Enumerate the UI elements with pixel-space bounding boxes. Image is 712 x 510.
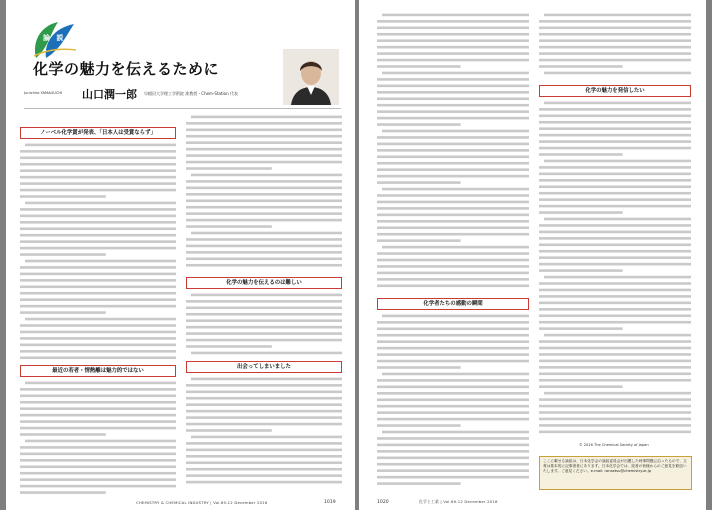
section-heading: 出会ってしまいました xyxy=(186,361,342,373)
author-name: 山口潤一郎 xyxy=(82,88,137,101)
section-heading: 化学者たちの感動の瞬間 xyxy=(377,298,529,310)
author-affiliation: 早稲田大学理工学術院 准教授・Chem-Station 代表 xyxy=(144,91,238,96)
body-text xyxy=(20,380,176,500)
right-page-column-1 xyxy=(377,12,529,493)
ronsetsu-logo xyxy=(30,20,80,60)
section-heading: 最近の若者・情熱離は魅力的ではない xyxy=(20,365,176,377)
author-romaji: Junichiro YAMAGUCHI xyxy=(24,91,63,95)
section-label: 論 説 xyxy=(43,34,66,42)
copyright-notice: © 2016 The Chemical Society of Japan xyxy=(579,443,649,447)
body-text xyxy=(377,12,529,295)
right-page-column-2 xyxy=(539,12,691,440)
author-photo xyxy=(283,49,339,105)
section-heading: ノーベル化学賞が発表、「日本人は受賞ならず」 xyxy=(20,127,176,139)
body-text xyxy=(539,12,691,82)
page-number: 1019 xyxy=(324,500,336,505)
header-divider xyxy=(24,108,341,109)
author-bar xyxy=(24,86,277,100)
left-page-column-2 xyxy=(186,114,342,486)
body-text xyxy=(186,376,342,486)
body-text xyxy=(186,114,342,274)
right-page xyxy=(359,0,706,510)
page-footer: 化学と工業 | Vol.69-12 December 2016 xyxy=(419,499,498,504)
body-text xyxy=(186,292,342,358)
body-text xyxy=(377,313,529,493)
page-number: 1020 xyxy=(377,500,389,505)
body-text xyxy=(539,100,691,440)
page-footer: CHEMISTRY & CHEMICAL INDUSTRY | Vol.69-12 December 2016 xyxy=(136,500,268,505)
article-title: 化学の魅力を伝えるために xyxy=(33,60,220,78)
section-heading: 化学の魅力を伝えるのは難しい xyxy=(186,277,342,289)
section-heading: 化学の魅力を発信したい xyxy=(539,85,691,97)
left-page-column-1 xyxy=(20,124,176,500)
left-page xyxy=(6,0,355,510)
body-text xyxy=(20,142,176,362)
editorial-info-box: ここに載せる論説は、日本化学会の論説委員会が出題した時事問題に沿ったもので、文責は基本的に記事著者にあります。日本化学会では、読者の皆様からのご意見を歓迎いたします。ご意見ください。e-mail: ronsetsu@chemistry.or.jp xyxy=(539,456,692,490)
